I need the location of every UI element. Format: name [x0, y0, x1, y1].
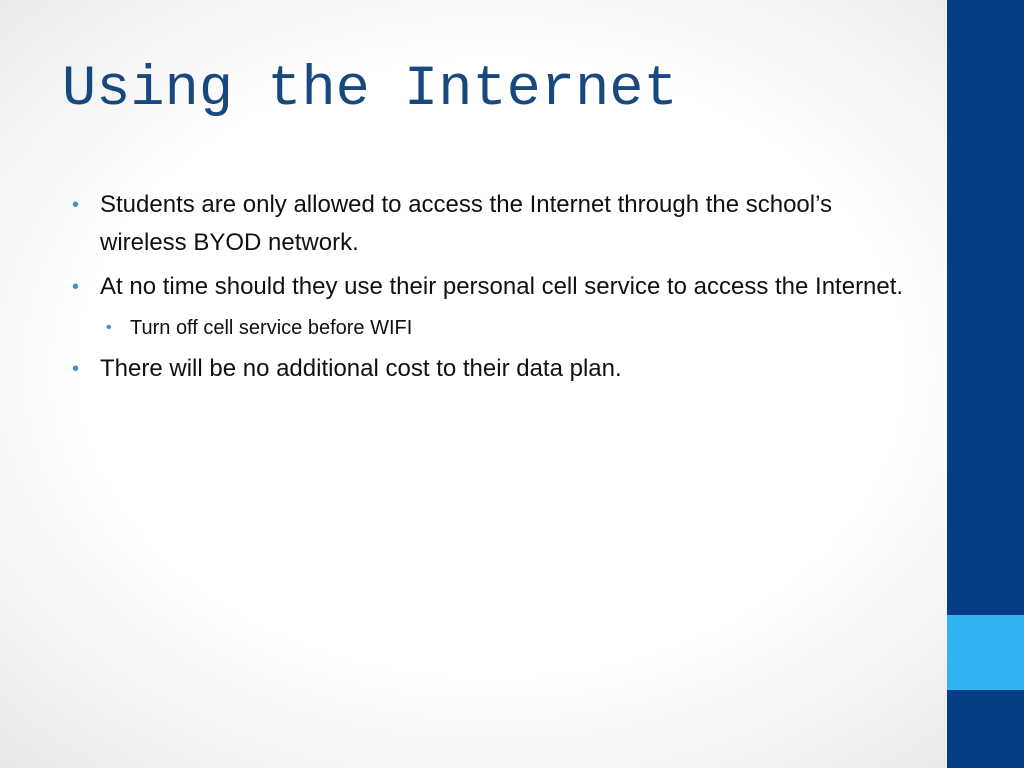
bullet-text: There will be no additional cost to their data plan.	[100, 355, 622, 382]
sub-bullet-text: Turn off cell service before WIFI	[130, 317, 413, 339]
bullet-item	[72, 186, 922, 262]
bullet-text: Students are only allowed to access the Internet through the school’s wireless BYOD network.	[100, 191, 833, 256]
bullet-item	[72, 350, 922, 388]
sub-bullet-dot-icon: •	[106, 319, 112, 336]
bullet-list	[72, 186, 922, 394]
bullet-dot-icon: •	[72, 358, 80, 380]
bullet-text: At no time should they use their personal cell service to access the Internet.	[100, 273, 904, 300]
bullet-dot-icon: •	[72, 276, 80, 298]
slide-title: Using the Internet	[62, 58, 678, 122]
bullet-dot-icon: •	[72, 194, 80, 216]
bullet-item	[72, 268, 922, 306]
side-decor-accent	[947, 615, 1024, 690]
sub-bullet-item	[106, 312, 922, 344]
